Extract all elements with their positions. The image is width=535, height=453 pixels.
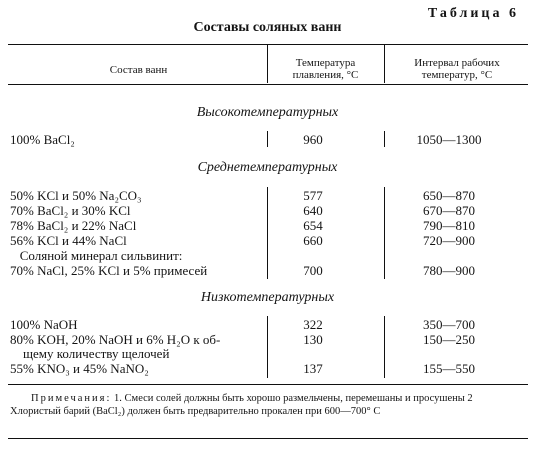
cell-melting: 640 xyxy=(303,203,323,218)
column-divider xyxy=(267,316,268,378)
header-rule xyxy=(8,84,528,85)
header-divider-1 xyxy=(267,45,268,83)
section-title: Низкотемпературных xyxy=(200,290,335,305)
table-number: Таблица 6 xyxy=(427,6,519,21)
cell-range: 1050—1300 xyxy=(416,132,482,147)
cell-composition: 100% BaCl₂ xyxy=(10,132,75,147)
cell-composition: Соляной минерал сильвинит: xyxy=(10,248,183,263)
cell-range: 155—550 xyxy=(423,361,475,376)
table-title: Составы соляных ванн xyxy=(193,20,342,35)
page-bottom-rule xyxy=(8,438,528,439)
column-divider xyxy=(384,316,385,378)
header-range: Интервал рабочих температур, °С xyxy=(414,57,500,81)
cell-composition: щему количеству щелочей xyxy=(10,346,170,361)
cell-melting: 700 xyxy=(303,263,323,278)
column-divider xyxy=(384,131,385,147)
header-melting: Температура плавления, °С xyxy=(292,57,359,81)
cell-melting: 577 xyxy=(303,188,323,203)
cell-melting: 660 xyxy=(303,233,323,248)
cell-melting: 130 xyxy=(303,332,323,347)
header-divider-2 xyxy=(384,45,385,83)
cell-composition: 78% BaCl₂ и 22% NaCl xyxy=(10,218,137,233)
column-divider xyxy=(267,187,268,279)
notes-lead: Примечания: xyxy=(31,393,112,404)
cell-composition: 50% KCl и 50% Na₂CO₃ xyxy=(10,188,142,203)
cell-melting: 960 xyxy=(303,132,323,147)
cell-range: 350—700 xyxy=(423,317,475,332)
cell-composition: 100% NaOH xyxy=(10,317,78,332)
cell-range: 780—900 xyxy=(423,263,475,278)
cell-melting: 654 xyxy=(303,218,323,233)
cell-melting: 137 xyxy=(303,361,323,376)
cell-range: 150—250 xyxy=(423,332,475,347)
column-divider xyxy=(384,187,385,279)
column-divider xyxy=(267,131,268,147)
cell-composition: 56% KCl и 44% NaCl xyxy=(10,233,127,248)
cell-composition: 70% BaCl₂ и 30% KCl xyxy=(10,203,131,218)
section-title: Среднетемпературных xyxy=(197,160,338,175)
cell-range: 650—870 xyxy=(423,188,475,203)
cell-composition: 55% KNO₃ и 45% NaNO₂ xyxy=(10,361,149,376)
cell-range: 790—810 xyxy=(423,218,475,233)
bottom-rule xyxy=(8,384,528,385)
cell-range: 670—870 xyxy=(423,203,475,218)
cell-composition: 70% NaCl, 25% KCl и 5% примесей xyxy=(10,263,208,278)
top-rule xyxy=(8,44,528,45)
cell-melting: 322 xyxy=(303,317,323,332)
cell-composition: 80% KOH, 20% NaOH и 6% H₂O к об- xyxy=(10,332,221,347)
header-composition: Состав ванн xyxy=(109,64,168,76)
table-notes xyxy=(10,392,525,418)
notes-text: 1. Смеси солей должны быть хорошо размельчены, перемешаны и просушены 2 Хлористый барий (BaCl₂) должен быть предварительно прокален при 600—700° С xyxy=(10,393,473,417)
cell-range: 720—900 xyxy=(423,233,475,248)
section-title: Высокотемпературных xyxy=(196,105,339,120)
